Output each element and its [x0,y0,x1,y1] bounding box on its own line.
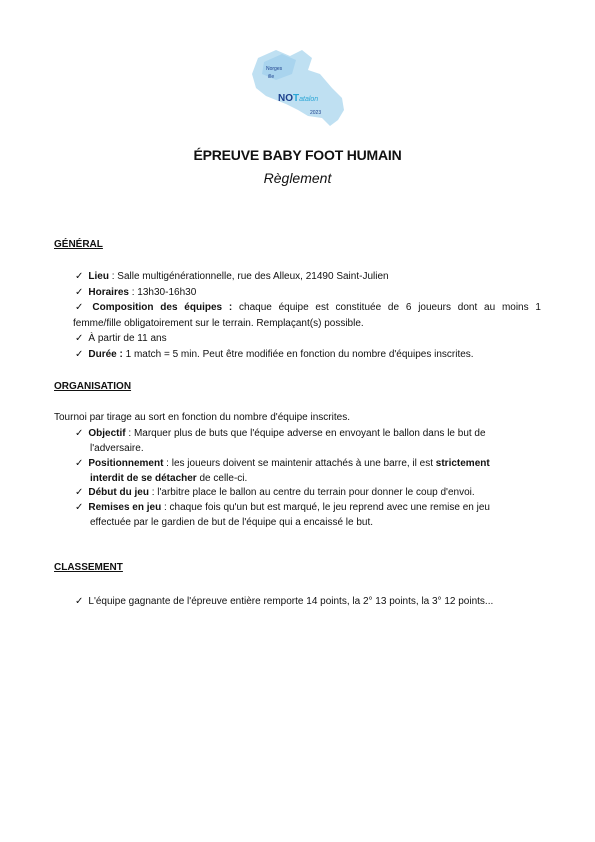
check-icon: ✓ [75,287,84,298]
positionnement-bold-1: strictement [435,458,490,469]
list-item-positionnement [75,456,490,471]
debut-text: : l'arbitre place le ballon au centre du terrain pour donner le coup d'envoi. [148,487,475,498]
objectif-text-2: l'adversaire. [90,443,144,454]
check-icon: ✓ [75,333,84,344]
list-item-duree [75,347,474,362]
logo-brand-t: T [293,93,300,104]
remises-text-2: effectuée par le gardien de but de l'équipe qui a encaissé le but. [90,517,374,528]
logo-brand-n: N [278,93,286,104]
horaires-label: Horaires [88,287,129,298]
page-subtitle: Règlement [263,170,332,186]
list-item-objectif [75,426,486,441]
heading-organisation: ORGANISATION [54,381,132,392]
check-icon: ✓ [75,596,84,607]
check-icon: ✓ [75,502,84,513]
positionnement-line-2 [90,471,247,486]
list-item-age [75,331,167,346]
check-icon: ✓ [75,271,84,282]
duree-text: 1 match = 5 min. Peut être modifiée en fonction du nombre d'équipes inscrites. [122,349,474,360]
objectif-label: Objectif [88,428,126,439]
list-item-debut [75,485,475,500]
heading-classement: CLASSEMENT [54,562,123,573]
composition-label: Composition des équipes : [92,302,233,313]
lieu-text: : Salle multigénérationnelle, rue des Alleux, 21490 Saint-Julien [108,271,389,282]
page-title: ÉPREUVE BABY FOOT HUMAIN [193,147,402,163]
norges-notalon-logo [246,44,348,126]
heading-general: GÉNÉRAL [54,239,103,250]
check-icon: ✓ [75,458,84,469]
logo-text-norges: Norges [266,66,283,72]
logo-year: 2023 [310,110,322,116]
lieu-label: Lieu [88,271,109,282]
composition-text-2: femme/fille obligatoirement sur le terrain. Remplaçant(s) possible. [73,318,364,329]
positionnement-text-1: : les joueurs doivent se maintenir attachés à une barre, il est [163,458,436,469]
classement-text: L'équipe gagnante de l'épreuve entière remporte 14 points, la 2° 13 points, la 3° 12 points... [88,596,494,607]
horaires-text: : 13h30-16h30 [128,287,197,298]
remises-text-1: : chaque fois qu'un but est marqué, le jeu reprend avec une remise en jeu [161,502,490,513]
remises-label: Remises en jeu [88,502,162,513]
positionnement-label: Positionnement [88,458,164,469]
list-item-classement [75,594,493,609]
logo-text-ille: ille [268,74,275,80]
composition-text-1: chaque équipe est constituée de 6 joueurs dont au moins 1 [232,302,541,313]
list-item-horaires [75,285,196,300]
positionnement-text-2: de celle-ci. [196,473,248,484]
logo-brand-o: O [285,93,294,104]
list-item-lieu [75,269,389,284]
list-item-composition [75,300,541,315]
objectif-text-1: : Marquer plus de buts que l'équipe adverse en envoyant le ballon dans le but de [125,428,486,439]
check-icon: ✓ [75,302,88,313]
logo-map-shape [246,44,348,126]
organisation-intro: Tournoi par tirage au sort en fonction du nombre d'équipe inscrites. [54,412,350,423]
check-icon: ✓ [75,428,84,439]
debut-label: Début du jeu [88,487,149,498]
check-icon: ✓ [75,349,84,360]
check-icon: ✓ [75,487,84,498]
age-text: À partir de 11 ans [88,333,167,344]
logo-brand-script: atalon [299,96,319,103]
positionnement-bold-2: interdit de se détacher [90,473,197,484]
list-item-remises [75,500,490,515]
duree-label: Durée : [88,349,123,360]
logo-brand [278,93,318,104]
